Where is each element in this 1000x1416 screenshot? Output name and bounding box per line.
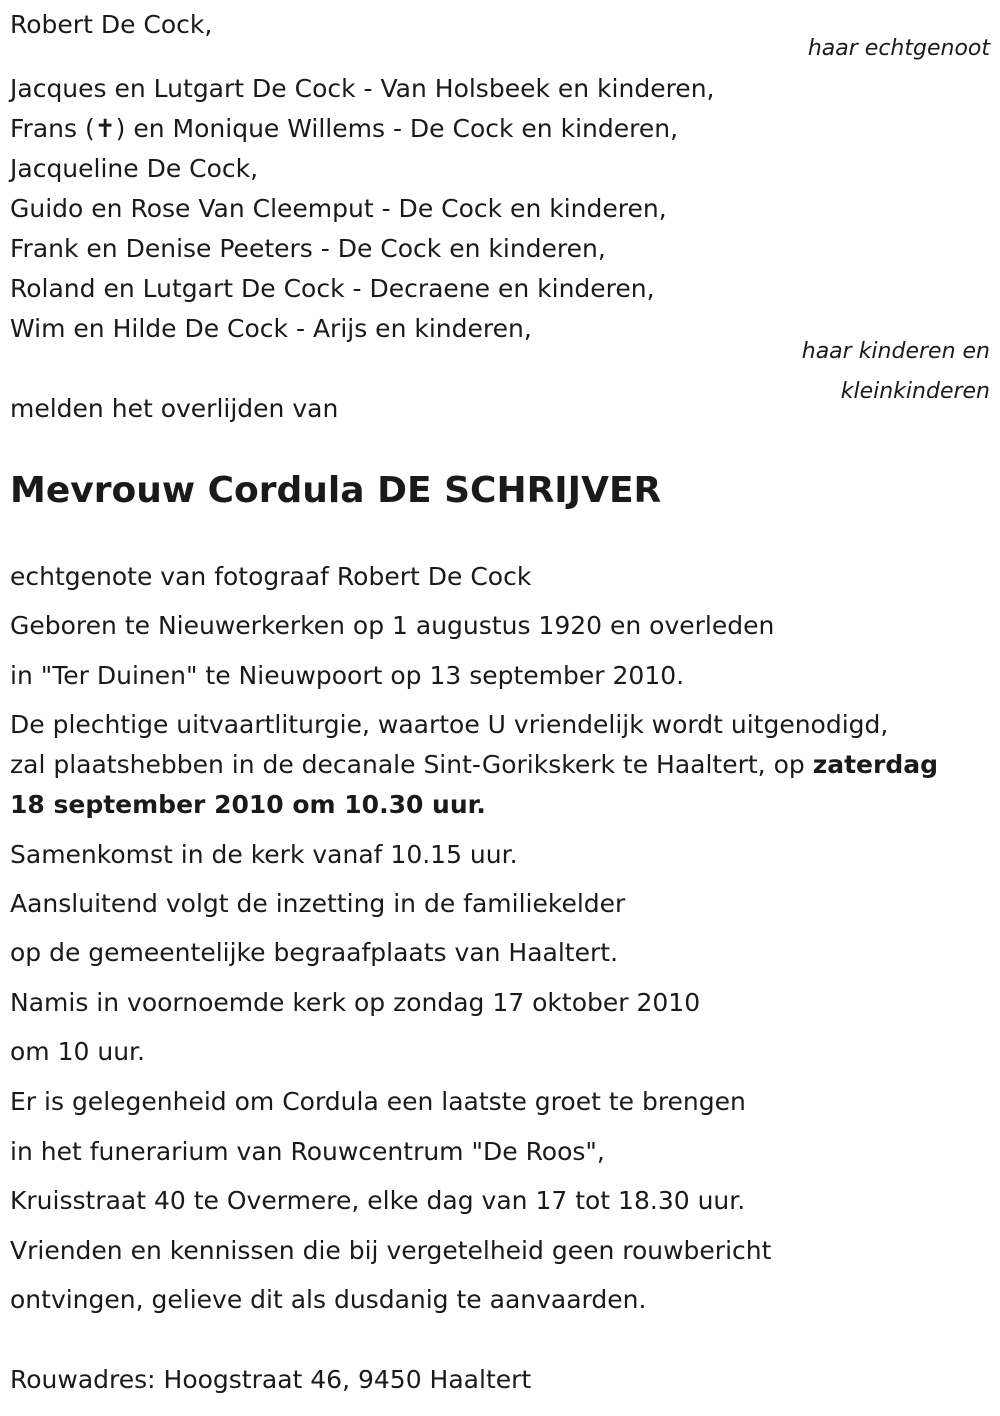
children-role-line-1: haar kinderen en [801, 339, 990, 364]
child-line-6: Roland en Lutgart De Cock - Decraene en kinderen, [10, 274, 655, 303]
body-line-16: ontvingen, gelieve dit als dusdanig te aanvaarden. [10, 1285, 647, 1314]
body-line-13: in het funerarium van Rouwcentrum "De Roos", [10, 1137, 605, 1166]
body-line-5 [10, 750, 938, 780]
body-line-8: Aansluitend volgt de inzetting in de familiekelder [10, 889, 626, 918]
child-line-3: Jacqueline De Cock, [10, 154, 259, 183]
child-line-2: Frans (✝) en Monique Willems - De Cock en kinderen, [10, 114, 679, 143]
body-line-14: Kruisstraat 40 te Overmere, elke dag van 17 tot 18.30 uur. [10, 1186, 746, 1215]
child-line-1: Jacques en Lutgart De Cock - Van Holsbeek en kinderen, [10, 74, 715, 103]
body-line-1: echtgenote van fotograaf Robert De Cock [10, 562, 532, 591]
body-line-4: De plechtige uitvaartliturgie, waartoe U vriendelijk wordt uitgenodigd, [10, 710, 889, 739]
body-line-5-text: zal plaatshebben in de decanale Sint-Gorikskerk te Haaltert, op [10, 750, 813, 779]
address-line: Rouwadres: Hoogstraat 46, 9450 Haaltert [10, 1365, 532, 1394]
body-line-12: Er is gelegenheid om Cordula een laatste groet te brengen [10, 1087, 746, 1116]
spouse-line: Robert De Cock, [10, 10, 213, 39]
body-line-10: Namis in voornoemde kerk op zondag 17 oktober 2010 [10, 988, 701, 1017]
children-role-line-2: kleinkinderen [840, 379, 990, 404]
body-line-15: Vrienden en kennissen die bij vergetelheid geen rouwbericht [10, 1236, 772, 1265]
child-line-5: Frank en Denise Peeters - De Cock en kinderen, [10, 234, 606, 263]
deceased-name: Mevrouw Cordula DE SCHRIJVER [10, 470, 662, 511]
body-line-11: om 10 uur. [10, 1037, 145, 1066]
body-line-9: op de gemeentelijke begraafplaats van Haaltert. [10, 938, 619, 967]
body-line-5-bold: zaterdag [812, 750, 939, 779]
body-line-7: Samenkomst in de kerk vanaf 10.15 uur. [10, 840, 518, 869]
body-line-3: in "Ter Duinen" te Nieuwpoort op 13 september 2010. [10, 661, 685, 690]
spouse-role: haar echtgenoot [807, 36, 990, 61]
child-line-4: Guido en Rose Van Cleemput - De Cock en kinderen, [10, 194, 667, 223]
announce-line: melden het overlijden van [10, 394, 339, 423]
child-line-7: Wim en Hilde De Cock - Arijs en kinderen, [10, 314, 532, 343]
body-line-2: Geboren te Nieuwerkerken op 1 augustus 1920 en overleden [10, 611, 775, 640]
body-line-6: 18 september 2010 om 10.30 uur. [10, 790, 486, 819]
